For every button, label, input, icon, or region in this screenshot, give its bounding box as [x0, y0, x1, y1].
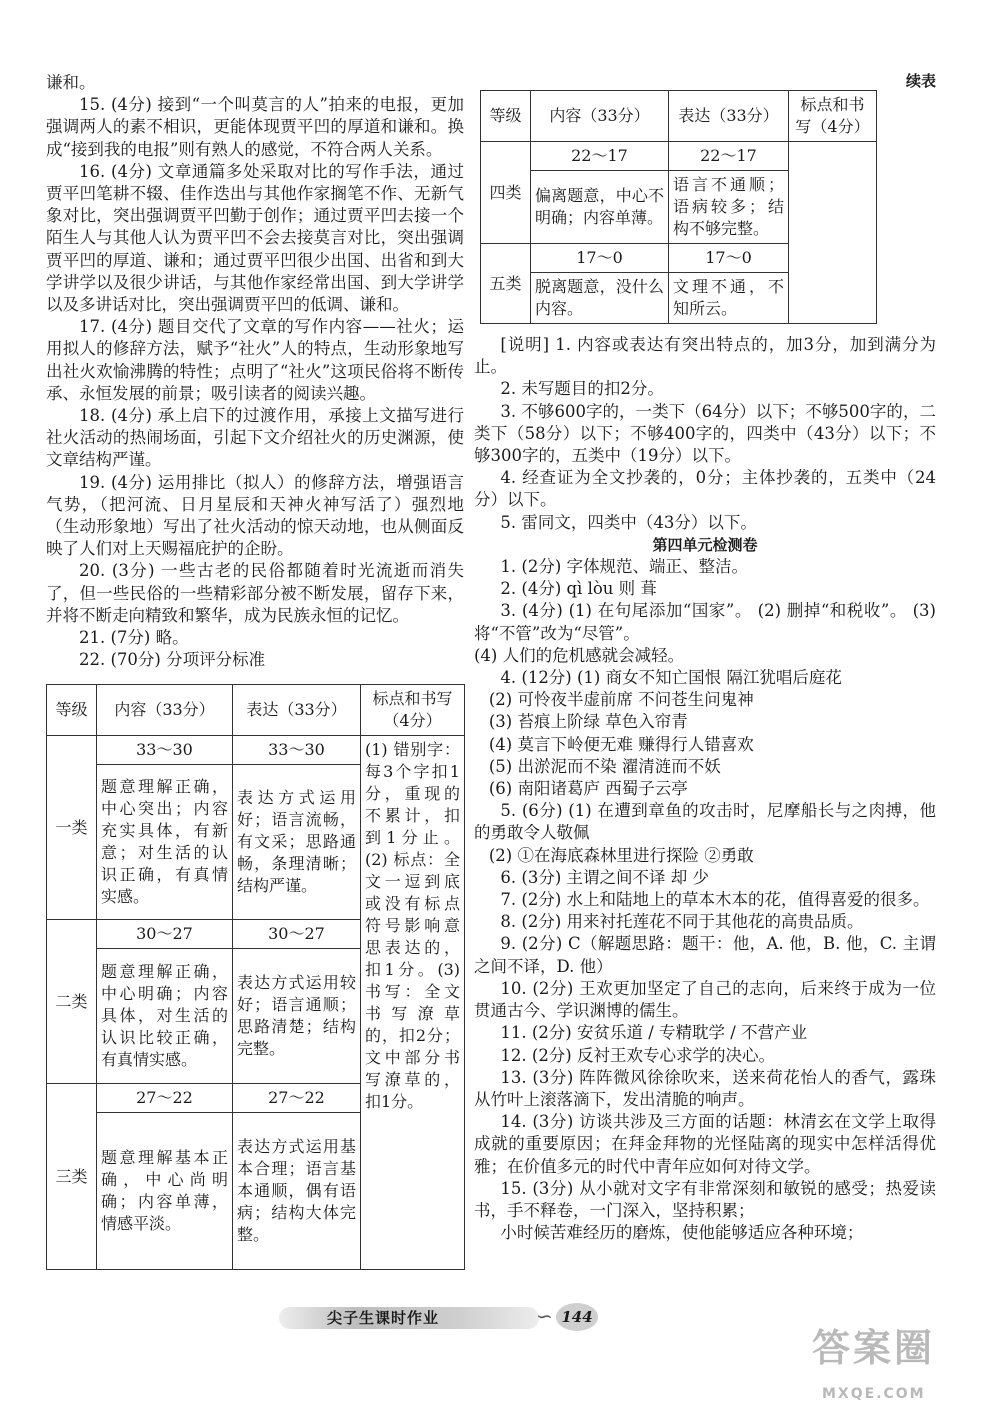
content-score-range: 33～30	[97, 736, 233, 765]
page-number: 144	[556, 1303, 598, 1331]
answer-paragraph: (2) 可怜夜半虚前席 不问苍生问鬼神	[488, 690, 754, 710]
grade-level: 五类	[481, 244, 531, 324]
punctuation-criteria-empty	[789, 142, 877, 324]
answer-paragraph: 1. (2分) 字体规范、端正、整洁。	[500, 557, 748, 577]
content-score-range: 27～22	[97, 1084, 233, 1113]
grade-level: 四类	[481, 142, 531, 244]
continued-table-label: 续表	[905, 72, 936, 90]
expression-criteria: 文理不通，不知所云。	[669, 273, 789, 324]
answer-paragraph: 18. (4分) 承上启下的过渡作用，承接上文描写进行社火活动的热闹场面，引起下文介绍社火的历史渊源，使文章结构严谨。	[46, 406, 464, 470]
expression-score-range: 17～0	[669, 244, 789, 273]
watermark-logo	[812, 1326, 987, 1402]
answer-paragraph: (2) ①在海底森林里进行探险 ②勇敢	[488, 845, 754, 865]
table-header-row	[481, 91, 877, 142]
footer-title: 尖子生课时作业	[327, 1309, 440, 1327]
scoring-table-part1	[46, 684, 465, 1270]
answer-paragraph: 3. (4分) (1) 在句尾添加“国家”。 (2) 删掉“和税收”。 (3) 将“不管”改为“尽管”。	[474, 601, 936, 643]
note-paragraph: 5. 雷同文，四类中（43分）以下。	[500, 512, 757, 532]
unit4-answers	[474, 556, 936, 1244]
grade-level: 一类	[47, 736, 97, 920]
answer-paragraph: (4) 莫言下岭便无难 赚得行人错喜欢	[488, 734, 754, 754]
grade-level: 三类	[47, 1084, 97, 1270]
answer-paragraph: (6) 南阳诸葛庐 西蜀子云亭	[488, 779, 688, 799]
answer-paragraph: 14. (3分) 访谈共涉及三方面的话题：林清玄在文学上取得成就的重要原因；在拜金拜物的光怪陆离的现实中怎样活得优雅；在价值多元的时代中青年应如何对待文学。	[474, 1112, 936, 1176]
note-paragraph: 4. 经查证为全文抄袭的，0分；主体抄袭的，五类中（24分）以下。	[474, 468, 936, 510]
expression-criteria: 语言不通顺；语病较多；结构不够完整。	[669, 171, 789, 244]
header-expression: 表达（33分）	[669, 91, 789, 142]
left-column	[46, 72, 464, 1244]
header-level: 等级	[47, 685, 97, 736]
content-criteria: 题意理解正确，中心明确；内容具体，对生活的认识比较正确，有真情实感。	[97, 949, 233, 1084]
answer-paragraph: (4) 人们的危机感就会减轻。	[474, 645, 685, 665]
answer-paragraph: 15. (3分) 从小就对文字有非常深刻和敏锐的感受；热爱读书，手不释卷，一门深入，坚持积累；	[474, 1178, 936, 1220]
answer-paragraph: 15. (4分) 接到“一个叫莫言的人”拍来的电报，更加强调两人的素不相识，更能体现贾平凹的厚道和谦和。换成“接到我的电报”则有熟人的感觉，不符合两人关系。	[46, 95, 464, 159]
answer-paragraph: 17. (4分) 题目交代了文章的写作内容——社火；运用拟人的修辞方法，赋予“社火”人的特点，生动形象地写出社火欢愉沸腾的特性；点明了“社火”这项民俗将不断传承、永恒发展的前景；吸引读者的阅读兴趣。	[46, 317, 464, 403]
right-column	[474, 72, 936, 1244]
watermark-url: MXQE.COM	[822, 1386, 926, 1402]
table-row	[481, 142, 877, 171]
answer-paragraph: 2. (4分) qì lòu 则 葺	[500, 579, 657, 599]
punctuation-criteria: (1) 错别字：每3个字扣1分，重现的不累计，扣到1分止。(2) 标点：全文一逗到底或没有标点符号影响意思表达的，扣1分。(3) 书写：全文书写潦草的，扣2分；文中部分书写潦草的，扣1分。	[361, 736, 465, 1270]
content-score-range: 30～27	[97, 920, 233, 949]
answer-paragraph: 9. (2分) C（解题思路：题干：他，A. 他，B. 他，C. 主谓之间不译，D. 他）	[474, 934, 936, 976]
answer-paragraph: 20. (3分) 一些古老的民俗都随着时光流逝而消失了，但一些民俗的一些精彩部分被不断发展，留存下来，并将不断走向精致和繁华，成为民族永恒的记忆。	[46, 561, 464, 625]
content-criteria: 偏离题意，中心不明确；内容单薄。	[531, 171, 669, 244]
swirl-ornament-icon: ∽	[536, 1304, 553, 1328]
expression-score-range: 22～17	[669, 142, 789, 171]
scoring-notes	[474, 334, 936, 534]
content-criteria: 脱离题意，没什么内容。	[531, 273, 669, 324]
content-criteria: 题意理解正确，中心突出；内容充实具体，有新意；对生活的认识正确，有真情实感。	[97, 765, 233, 920]
answer-paragraph: 10. (2分) 王欢更加坚定了自己的志向，后来终于成为一位贯通古今、学识渊博的儒生。	[474, 978, 936, 1021]
section-title: 第四单元检测卷	[652, 535, 758, 554]
note-paragraph: [说明] 1. 内容或表达有突出特点的，加3分，加到满分为止。	[474, 335, 936, 377]
table-header-row	[47, 685, 465, 736]
expression-criteria: 表达方式运用基本合理；语言基本通顺，偶有语病；结构大体完整。	[233, 1113, 361, 1270]
answer-paragraph: 4. (12分) (1) 商女不知亡国恨 隔江犹唱后庭花	[500, 668, 842, 688]
answer-paragraph: (5) 出淤泥而不染 濯清涟而不妖	[488, 756, 721, 776]
header-content: 内容（33分）	[97, 685, 233, 736]
grade-level: 二类	[47, 920, 97, 1084]
answer-paragraph: 19. (4分) 运用排比（拟人）的修辞方法，增强语言气势，（把河流、日月星辰和天神火神写活了）强烈地（生动形象地）写出了社火活动的惊天动地，也从侧面反映了人们对上天赐福庇护的企盼。	[46, 472, 464, 559]
header-content: 内容（33分）	[531, 91, 669, 142]
answer-paragraph: 13. (3分) 阵阵微风徐徐吹来，送来荷花怡人的香气，露珠从竹叶上滚落滴下，发出清脆的响声。	[474, 1067, 936, 1109]
left-answers	[46, 72, 464, 671]
page-footer	[279, 1303, 659, 1333]
content-criteria: 题意理解基本正确，中心尚明确；内容单薄，情感平淡。	[97, 1113, 233, 1270]
expression-criteria: 表达方式运用较好；语言通顺；思路清楚；结构完整。	[233, 949, 361, 1084]
scoring-table-part2	[480, 90, 877, 324]
answer-paragraph: (3) 苔痕上阶绿 草色入帘青	[488, 712, 688, 732]
header-level: 等级	[481, 91, 531, 142]
answer-paragraph: 小时候苦难经历的磨炼，使他能够适应各种环境；	[500, 1223, 864, 1243]
expression-criteria: 表达方式运用好；语言流畅，有文采；思路通畅，条理清晰；结构严谨。	[233, 765, 361, 920]
note-paragraph: 2. 未写题目的扣2分。	[500, 379, 664, 399]
expression-score-range: 30～27	[233, 920, 361, 949]
content-score-range: 17～0	[531, 244, 669, 273]
answer-paragraph: 12. (2分) 反衬王欢专心求学的决心。	[500, 1045, 775, 1065]
table-row	[47, 736, 465, 765]
answer-paragraph: 8. (2分) 用来衬托莲花不同于其他花的高贵品质。	[500, 912, 864, 932]
answer-paragraph: 16. (4分) 文章通篇多处采取对比的写作手法，通过贾平凹笔耕不辍、佳作迭出与其他作家搁笔不作、无新气象对比，突出强调贾平凹勤于创作；通过贾平凹去接一个陌生人与其他人认为贾平凹不会去接莫言对比，突出强调贾平凹的厚道、谦和；通过贾平凹很少出国、出省和到大学讲学以及很少讲话，与其他作家经常出国、到大学讲学以及多讲话对比，突出强调贾平凹的低调、谦和。	[46, 161, 464, 315]
content-score-range: 22～17	[531, 142, 669, 171]
answer-paragraph: 22. (70分) 分项评分标准	[79, 650, 266, 670]
expression-score-range: 27～22	[233, 1084, 361, 1113]
answer-paragraph: 21. (7分) 略。	[79, 628, 189, 648]
answer-paragraph: 6. (3分) 主谓之间不译 却 少	[500, 867, 709, 887]
answer-paragraph: 11. (2分) 安贫乐道 / 专精耽学 / 不营产业	[500, 1023, 808, 1043]
header-expression: 表达（33分）	[233, 685, 361, 736]
answer-paragraph: 谦和。	[46, 73, 96, 92]
answer-paragraph: 5. (6分) (1) 在遭到章鱼的攻击时，尼摩船长与之肉搏，他的勇敢令人敬佩	[474, 801, 936, 843]
note-paragraph: 3. 不够600字的，一类下（64分）以下；不够500字的，二类下（58分）以下；不够400字的，四类中（43分）以下；不够300字的，五类中（19分）以下。	[474, 401, 936, 466]
answer-paragraph: 7. (2分) 水上和陆地上的草本木本的花，值得喜爱的很多。	[500, 890, 930, 910]
watermark-text: 答案圈	[812, 1326, 936, 1370]
header-punctuation: 标点和书写（4分）	[361, 685, 465, 736]
header-punctuation: 标点和书写（4分）	[789, 91, 877, 142]
expression-score-range: 33～30	[233, 736, 361, 765]
